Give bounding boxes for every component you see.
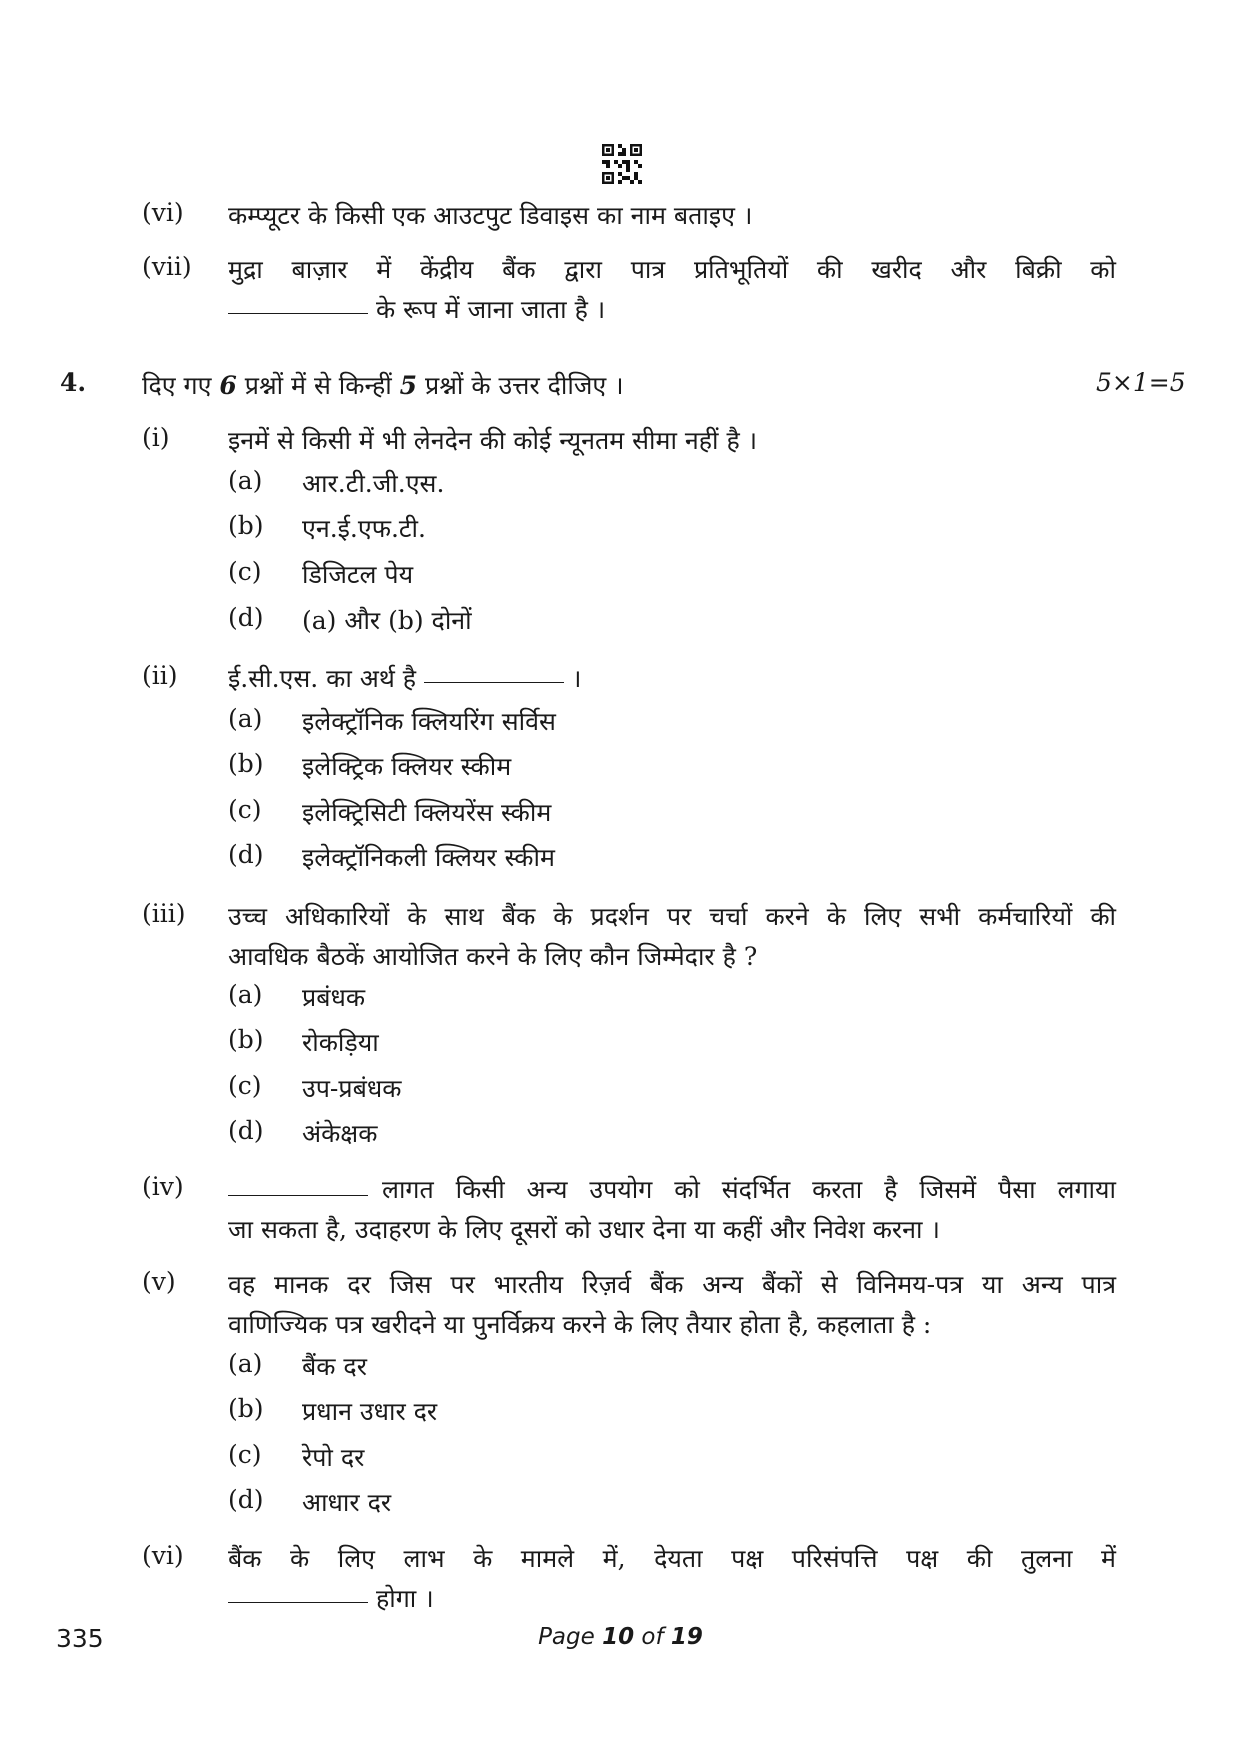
q4-i-text: इनमें से किसी में भी लेनदेन की कोई न्यूनतम सीमा नहीं है ।	[228, 426, 758, 455]
option-key: (d)	[228, 840, 264, 869]
option-key: (d)	[228, 1116, 264, 1145]
option-key: (d)	[228, 603, 264, 632]
option-text: प्रबंधक	[302, 983, 366, 1012]
paper-code: 335	[56, 1624, 104, 1653]
q4-i-label: (i)	[142, 423, 170, 452]
option-text: एन.ई.एफ.टी.	[302, 514, 426, 543]
option-text: इलेक्ट्रॉनिक क्लियरिंग सर्विस	[302, 707, 556, 736]
option-text: आधार दर	[302, 1488, 392, 1517]
option-text: उप-प्रबंधक	[302, 1074, 402, 1103]
option-key: (c)	[228, 557, 262, 586]
q4-ii-text: ई.सी.एस. का अर्थ है ।	[228, 664, 582, 693]
option-text: रेपो दर	[302, 1443, 365, 1472]
option-text: इलेक्ट्रिक क्लियर स्कीम	[302, 752, 512, 781]
option-text: (a) और (b) दोनों	[302, 606, 472, 635]
q4-iv-line1: लागत किसी अन्य उपयोग को संदर्भित करता है जिसमें पैसा लगाया	[228, 1172, 1116, 1206]
option-key: (c)	[228, 1440, 262, 1469]
answer-blank	[228, 312, 368, 314]
option-text: डिजिटल पेय	[302, 560, 414, 589]
option-text: बैंक दर	[302, 1352, 367, 1381]
q3-vi-text: कम्प्यूटर के किसी एक आउटपुट डिवाइस का नाम बताइए ।	[228, 201, 753, 230]
q4-vi-line1: बैंक के लिए लाभ के मामले में, देयता पक्ष परिसंपत्ति पक्ष की तुलना में	[228, 1544, 1116, 1573]
q4-v-label: (v)	[142, 1267, 176, 1296]
q4-instruction: दिए गए 6 प्रश्नों में से किन्हीं 5 प्रश्नों के उत्तर दीजिए ।	[142, 371, 624, 400]
q3-vii-line1: मुद्रा बाज़ार में केंद्रीय बैंक द्वारा पात्र प्रतिभूतियों की खरीद और बिक्री को	[228, 255, 1116, 284]
page-number: Page 10 of 19	[538, 1624, 703, 1650]
option-key: (b)	[228, 511, 264, 540]
q3-vi-label: (vi)	[142, 198, 184, 227]
answer-blank	[228, 1601, 368, 1603]
option-key: (a)	[228, 980, 263, 1009]
q4-iii-line1: उच्च अधिकारियों के साथ बैंक के प्रदर्शन पर चर्चा करने के लिए सभी कर्मचारियों की	[228, 902, 1116, 931]
q4-ii-label: (ii)	[142, 661, 178, 690]
q4-marks: 5×1=5	[1096, 368, 1186, 397]
option-text: अंकेक्षक	[302, 1119, 378, 1148]
q3-vii-line2: के रूप में जाना जाता है ।	[228, 292, 605, 326]
option-key: (b)	[228, 1025, 264, 1054]
q4-iv-line2: जा सकता है, उदाहरण के लिए दूसरों को उधार देना या कहीं और निवेश करना ।	[228, 1215, 940, 1244]
option-text: प्रधान उधार दर	[302, 1397, 438, 1426]
option-key: (b)	[228, 749, 264, 778]
option-text: इलेक्ट्रॉनिकली क्लियर स्कीम	[302, 843, 555, 872]
option-key: (b)	[228, 1394, 264, 1423]
option-key: (a)	[228, 1349, 263, 1378]
option-key: (c)	[228, 795, 262, 824]
answer-blank	[424, 681, 564, 683]
option-key: (c)	[228, 1071, 262, 1100]
option-text: इलेक्ट्रिसिटी क्लियरेंस स्कीम	[302, 798, 552, 827]
option-text: आर.टी.जी.एस.	[302, 469, 445, 498]
q4-iv-label: (iv)	[142, 1172, 184, 1201]
answer-blank	[228, 1194, 368, 1196]
question-number: 4.	[60, 368, 87, 397]
option-key: (a)	[228, 704, 263, 733]
qr-code-icon	[602, 144, 642, 184]
option-key: (d)	[228, 1485, 264, 1514]
option-text: रोकड़िया	[302, 1028, 379, 1057]
q4-vi-line2: होगा ।	[228, 1581, 434, 1615]
q4-vi-label: (vi)	[142, 1541, 184, 1570]
option-key: (a)	[228, 466, 263, 495]
q4-v-line2: वाणिज्यिक पत्र खरीदने या पुनर्विक्रय करने के लिए तैयार होता है, कहलाता है :	[228, 1310, 932, 1339]
q3-vii-label: (vii)	[142, 252, 192, 281]
q4-v-line1: वह मानक दर जिस पर भारतीय रिज़र्व बैंक अन्य बैंकों से विनिमय-पत्र या अन्य पात्र	[228, 1270, 1116, 1299]
q4-iii-label: (iii)	[142, 899, 186, 928]
q4-iii-line2: आवधिक बैठकें आयोजित करने के लिए कौन जिम्मेदार है ?	[228, 942, 758, 971]
